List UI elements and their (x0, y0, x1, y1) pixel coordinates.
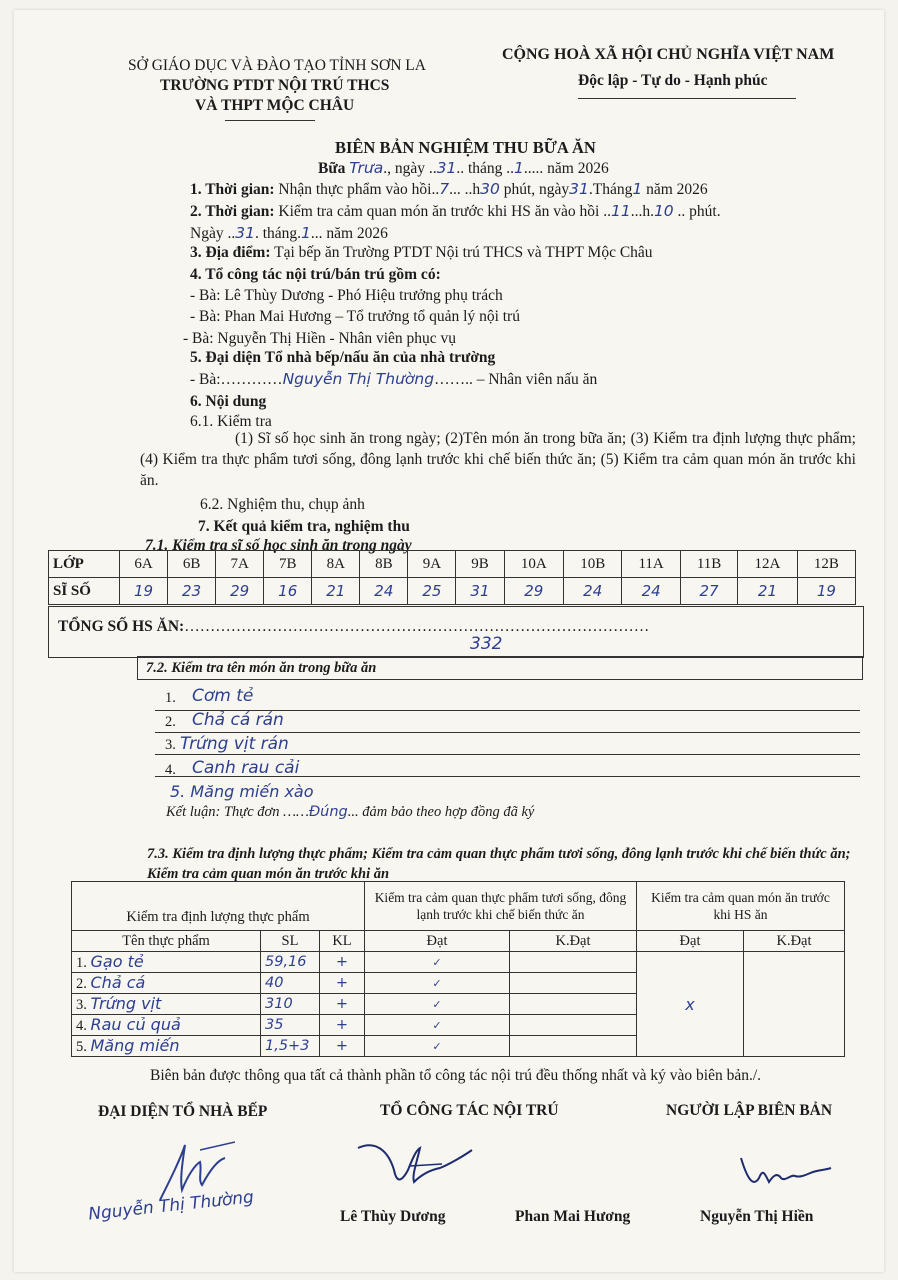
header-sl: SL (261, 931, 320, 952)
section-7-3-title: 7.3. Kiểm tra định lượng thực phẩm; Kiểm tra cảm quan thực phẩm tươi sống, đông lạnh trước khi chế biến thức ăn; Kiểm tra cảm quan món ăn trước khi ăn (147, 846, 851, 882)
item-4-person-2: - Bà: Phan Mai Hương – Tổ trưởng tổ quản lý nội trú (190, 308, 520, 325)
food-sl: 1,5+3 (261, 1036, 320, 1057)
food-num: 3. (76, 997, 87, 1013)
item-5-prefix: - Bà:………… (190, 371, 283, 388)
class-row (49, 551, 856, 578)
item-4-person-3: - Bà: Nguyễn Thị Hiền - Nhân viên phục vụ (183, 330, 457, 347)
meal-year: ..... năm 2026 (523, 160, 609, 177)
item-1-text-c: phút, ngày (499, 181, 570, 198)
item-1-text-a: Nhận thực phẩm vào hồi.. (278, 181, 440, 198)
item-1-min: 30 (480, 180, 500, 198)
header-right-motto: Độc lập - Tự do - Hạnh phúc (578, 72, 768, 89)
header-cooked: Kiểm tra cảm quan món ăn trước khi HS ăn (637, 882, 845, 931)
food-num: 1. (76, 955, 87, 971)
count-row (49, 578, 856, 605)
count-cell: 23 (168, 578, 216, 605)
item-2-nam: ... năm 2026 (310, 225, 388, 242)
header-right-country: CỘNG HOÀ XÃ HỘI CHỦ NGHĨA VIỆT NAM (502, 46, 835, 63)
item-2-date (190, 224, 388, 243)
count-cell: 16 (264, 578, 312, 605)
meal-line (318, 159, 609, 178)
food-num: 2. (76, 976, 87, 992)
item-1 (190, 180, 708, 199)
food-subheader-row (72, 931, 845, 952)
conclusion-text-b: ... đảm bảo theo hợp đồng đã ký (347, 804, 535, 820)
count-cell: 21 (738, 578, 798, 605)
menu-conclusion (166, 804, 534, 821)
signature-author (735, 1148, 835, 1198)
item-2-text-a: Kiểm tra cảm quan món ăn trước khi HS ăn vào hồi .. (278, 203, 611, 220)
count-cell: 31 (456, 578, 504, 605)
count-cell: 29 (216, 578, 264, 605)
food-kl: + (320, 973, 365, 994)
class-cell: 11B (680, 551, 737, 578)
sig-team-name-2: Phan Mai Hương (515, 1208, 631, 1225)
header-cooked-kdat: K.Đạt (744, 931, 845, 952)
meal-label: Bữa (318, 160, 346, 177)
meal-day-label: ., ngày .. (383, 160, 437, 177)
signature-team (350, 1130, 480, 1200)
food-check-table (71, 881, 845, 1057)
item-2-hour: 11 (610, 202, 631, 220)
count-cell: 24 (360, 578, 408, 605)
header-left-school: TRƯỜNG PTDT NỘI TRÚ THCS (160, 77, 390, 94)
item-1-text-e: năm 2026 (642, 181, 708, 198)
food-kl: + (320, 1036, 365, 1057)
header-right-underline (578, 98, 796, 99)
conclusion-text-a: Kết luận: Thực đơn …… (166, 804, 309, 820)
dish-line (155, 732, 860, 733)
item-2-thang: . tháng. (254, 225, 301, 242)
header-left-school2: VÀ THPT MỘC CHÂU (195, 97, 355, 114)
count-cell: 24 (564, 578, 622, 605)
sig-author-title: NGƯỜI LẬP BIÊN BẢN (666, 1102, 833, 1119)
class-cell: 8B (360, 551, 408, 578)
header-name: Tên thực phẩm (72, 931, 261, 952)
food-name-cell (72, 973, 261, 994)
class-row-label: LỚP (49, 551, 120, 578)
header-kl: KL (320, 931, 365, 952)
meal-day-value: 31 (436, 159, 457, 177)
food-sl: 310 (261, 994, 320, 1015)
dish-name: Canh rau cải (192, 758, 300, 778)
food-fresh-kdat (510, 994, 637, 1015)
food-name-cell (72, 1036, 261, 1057)
item-1-hour: 7 (439, 180, 450, 198)
food-kl: + (320, 952, 365, 973)
class-count-table (48, 550, 856, 605)
meal-month-value: 1 (514, 159, 524, 177)
header-left-underline (225, 120, 315, 121)
item-7-label: 7. Kết quả kiểm tra, nghiệm thu (198, 518, 410, 535)
cooked-dat-mark: x (637, 952, 744, 1057)
header-fresh-dat: Đạt (365, 931, 510, 952)
food-fresh-kdat (510, 1015, 637, 1036)
class-cell: 12B (797, 551, 855, 578)
dish-5: 5. Măng miến xào (170, 782, 314, 801)
section-7-2-title: 7.2. Kiểm tra tên món ăn trong bữa ăn (146, 660, 377, 676)
class-cell: 9B (456, 551, 504, 578)
dish-num: 2. (165, 714, 176, 730)
item-3 (190, 244, 653, 262)
food-kl: + (320, 1015, 365, 1036)
header-fresh-kdat: K.Đạt (510, 931, 637, 952)
item-3-label: 3. Địa điểm: (190, 244, 271, 261)
item-6-label: 6. Nội dung (190, 393, 267, 410)
food-fresh-dat: ✓ (365, 973, 510, 994)
meal-month-label: .. tháng .. (456, 160, 515, 177)
class-cell: 12A (738, 551, 798, 578)
count-cell: 21 (312, 578, 360, 605)
closing-statement: Biên bản được thông qua tất cả thành phần tổ công tác nội trú đều thống nhất và ký vào biên bản./. (150, 1067, 762, 1084)
item-2-text-b: ...h. (630, 203, 654, 220)
dish-name: Cơm tẻ (192, 686, 254, 706)
item-5-suffix: …….. – Nhân viên nấu ăn (434, 371, 598, 388)
item-1-text-b: ... ..h (449, 181, 481, 198)
conclusion-value: Đúng (308, 804, 348, 820)
dish-name: Chả cá rán (192, 710, 284, 730)
food-name: Gạo tẻ (90, 952, 144, 971)
class-cell: 7A (216, 551, 264, 578)
item-3-text: Tại bếp ăn Trường PTDT Nội trú THCS và THPT Mộc Châu (274, 244, 653, 261)
header-left-dept: SỞ GIÁO DỤC VÀ ĐÀO TẠO TỈNH SƠN LA (128, 57, 426, 74)
item-2-month: 1 (301, 224, 311, 242)
food-fresh-kdat (510, 952, 637, 973)
item-1-month: 1 (632, 180, 643, 198)
food-sl: 40 (261, 973, 320, 994)
count-cell: 19 (797, 578, 855, 605)
dish-num: 1. (165, 690, 176, 706)
sig-author-name: Nguyễn Thị Hiền (700, 1208, 814, 1225)
sig-kitchen-title: ĐẠI DIỆN TỔ NHÀ BẾP (98, 1103, 268, 1120)
class-cell: 6B (168, 551, 216, 578)
count-cell: 25 (408, 578, 456, 605)
dish-line (155, 754, 860, 755)
page-title: BIÊN BẢN NGHIỆM THU BỮA ĂN (335, 138, 596, 157)
class-cell: 10B (564, 551, 622, 578)
dish-num: 3. (165, 737, 176, 753)
item-2-ngay: Ngày .. (190, 225, 236, 242)
item-4-person-1: - Bà: Lê Thùy Dương - Phó Hiệu trưởng phụ trách (190, 287, 503, 304)
dish-num: 4. (165, 762, 176, 778)
meal-value: Trưa (349, 159, 384, 177)
food-name: Chả cá (90, 973, 146, 992)
total-value: 332 (470, 634, 503, 654)
item-2 (190, 202, 721, 221)
food-header-row (72, 882, 845, 931)
food-name: Trứng vịt (90, 994, 162, 1013)
item-5-label: 5. Đại diện Tổ nhà bếp/nấu ăn của nhà trường (190, 349, 496, 366)
item-2-day: 31 (235, 224, 255, 242)
food-name-cell (72, 1015, 261, 1036)
food-name-cell (72, 994, 261, 1015)
total-label-text: TỔNG SỐ HS ĂN: (58, 618, 185, 635)
class-cell: 10A (504, 551, 564, 578)
dish-line (155, 776, 860, 777)
sig-kitchen-name: Nguyễn Thị Thường (87, 1187, 255, 1225)
header-cooked-dat: Đạt (637, 931, 744, 952)
count-cell: 19 (120, 578, 168, 605)
food-sl: 59,16 (261, 952, 320, 973)
item-2-min: 10 (653, 202, 674, 220)
food-kl: + (320, 994, 365, 1015)
food-fresh-kdat (510, 973, 637, 994)
class-cell: 9A (408, 551, 456, 578)
count-cell: 27 (680, 578, 737, 605)
food-name: Măng miến (90, 1036, 180, 1055)
item-5-name: Nguyễn Thị Thường (282, 370, 435, 388)
count-row-label: SĨ SỐ (49, 578, 120, 605)
item-1-label: 1. Thời gian: (190, 181, 275, 198)
section-7-1-title: 7.1. Kiểm tra sĩ số học sinh ăn trong ngày (145, 537, 412, 554)
class-cell: 11A (622, 551, 681, 578)
header-dinhluong: Kiểm tra định lượng thực phẩm (72, 882, 365, 931)
food-name-cell (72, 952, 261, 973)
header-fresh: Kiểm tra cảm quan thực phẩm tươi sống, đông lạnh trước khi chế biến thức ăn (365, 882, 637, 931)
dish-name: Trứng vịt rán (180, 734, 289, 754)
class-cell: 8A (312, 551, 360, 578)
count-cell: 29 (504, 578, 564, 605)
count-cell: 24 (622, 578, 681, 605)
item-4-label: 4. Tổ công tác nội trú/bán trú gồm có: (190, 266, 441, 283)
item-6-1: 6.1. Kiểm tra (190, 413, 272, 430)
food-name: Rau củ quả (90, 1015, 181, 1034)
class-cell: 6A (120, 551, 168, 578)
item-1-text-d: .Tháng (588, 181, 633, 198)
class-cell: 7B (264, 551, 312, 578)
item-2-text-c: .. phút. (673, 203, 721, 220)
food-row (72, 952, 845, 973)
food-fresh-dat: ✓ (365, 952, 510, 973)
food-fresh-kdat (510, 1036, 637, 1057)
sig-team-name-1: Lê Thùy Dương (340, 1208, 446, 1225)
cooked-kdat-cell (744, 952, 845, 1057)
food-num: 5. (76, 1039, 87, 1055)
food-fresh-dat: ✓ (365, 1036, 510, 1057)
sig-team-title: TỔ CÔNG TÁC NỘI TRÚ (380, 1102, 559, 1119)
item-1-day: 31 (569, 180, 589, 198)
food-sl: 35 (261, 1015, 320, 1036)
item-6-paragraph: (1) Sĩ số học sinh ăn trong ngày; (2)Tên món ăn trong bữa ăn; (3) Kiểm tra định lượng thực phẩm; (4) Kiểm tra thực phẩm tươi sống, đông lạnh trước khi chế biến thức ăn; (5) Kiểm tra cảm quan món ăn trước khi ăn. (140, 430, 856, 489)
food-fresh-dat: ✓ (365, 994, 510, 1015)
item-6-2: 6.2. Nghiệm thu, chụp ảnh (200, 496, 365, 513)
food-fresh-dat: ✓ (365, 1015, 510, 1036)
total-label: TỔNG SỐ HS ĂN:……………………………………………………………………………… (58, 618, 650, 635)
item-5-cook (190, 370, 597, 389)
food-num: 4. (76, 1018, 87, 1034)
item-2-label: 2. Thời gian: (190, 203, 275, 220)
